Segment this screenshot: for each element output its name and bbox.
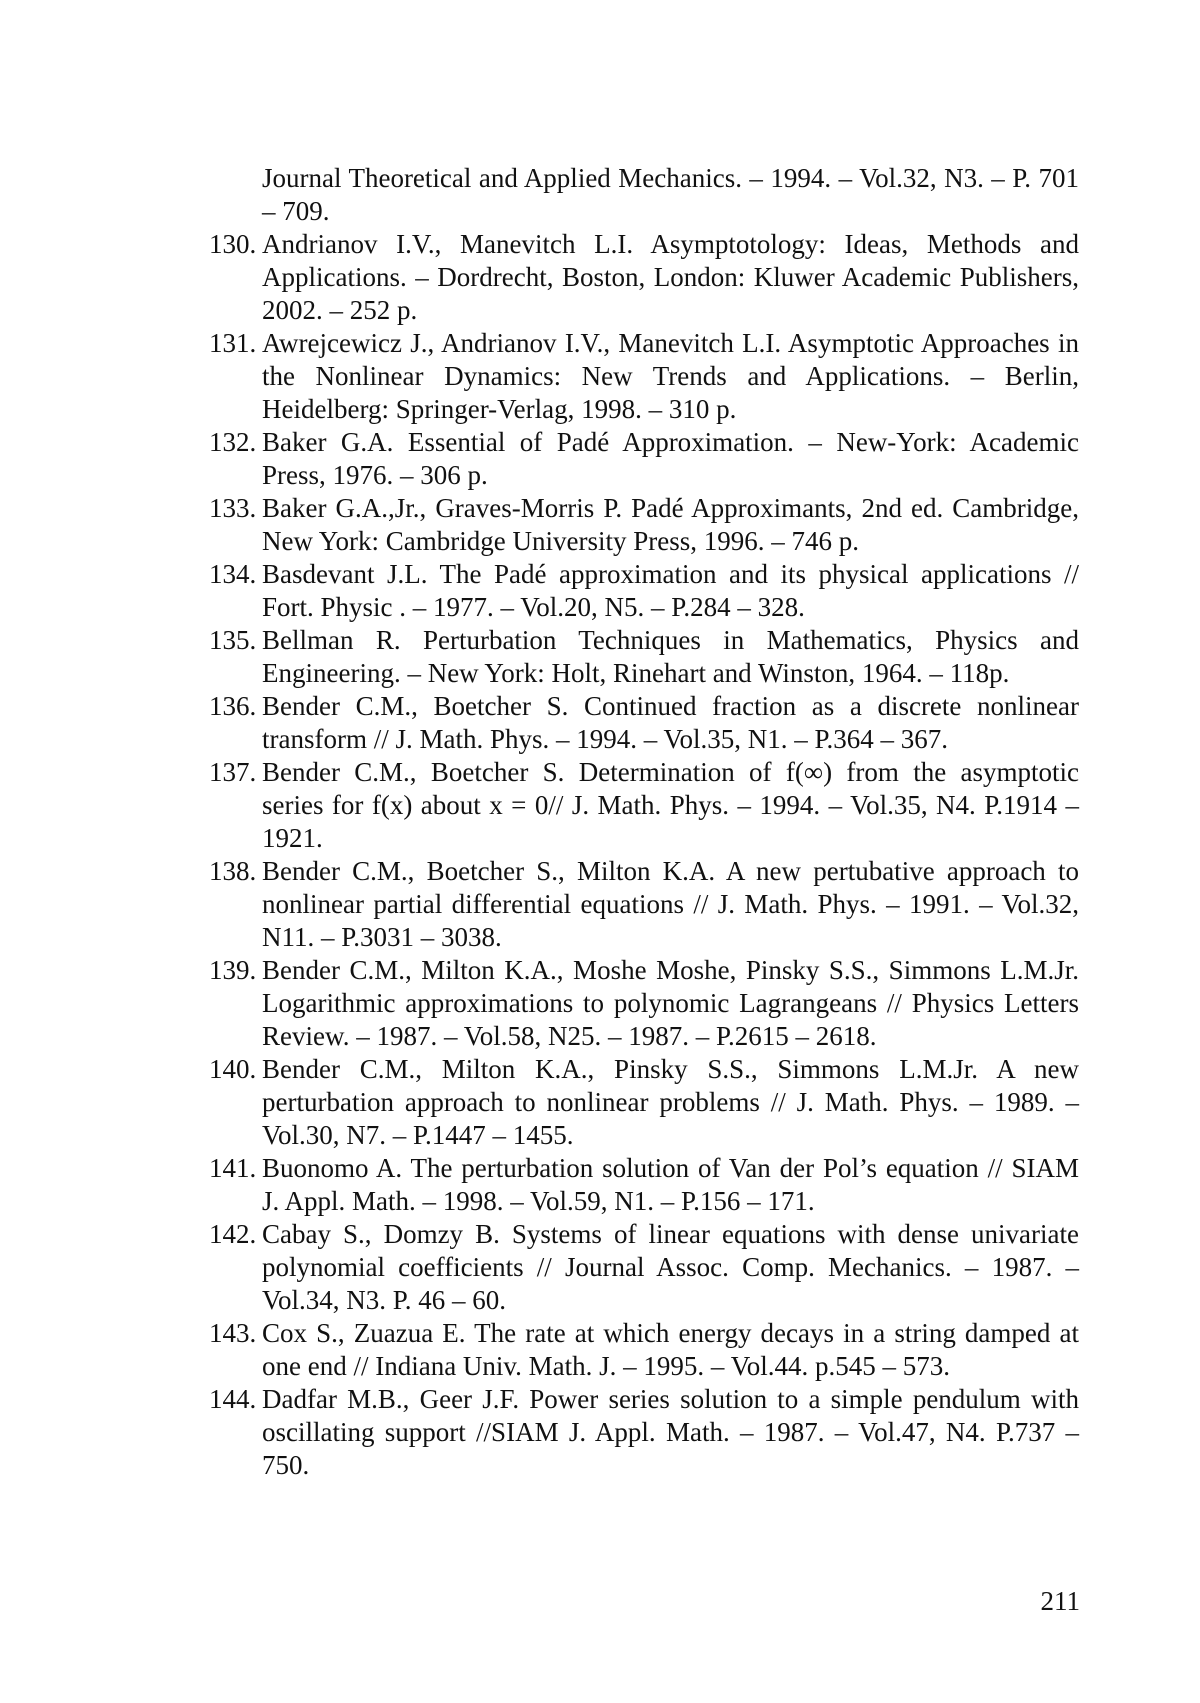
reference-text: Baker G.A.,Jr., Graves-Morris P. Padé Approximants, 2nd ed. Cambridge, New York: Cambridge University Press, 1996. – 746 p.: [262, 493, 1079, 556]
reference-number: 136.: [209, 691, 257, 721]
reference-number: 132.: [209, 427, 257, 457]
reference-item: [209, 1053, 1079, 1152]
reference-number: 141.: [209, 1153, 257, 1183]
reference-list: [209, 162, 1079, 1482]
reference-number: 138.: [209, 856, 257, 886]
reference-text: Bender C.M., Boetcher S. Determination of f(∞) from the asymptotic series for f(x) about x = 0// J. Math. Phys. – 1994. – Vol.35, N4. P.1914 – 1921.: [262, 757, 1079, 853]
reference-text: Buonomo A. The perturbation solution of Van der Pol’s equation // SIAM J. Appl. Math. – 1998. – Vol.59, N1. – P.156 – 171.: [262, 1153, 1079, 1216]
reference-number: 131.: [209, 328, 257, 358]
reference-item: [209, 624, 1079, 690]
reference-item: [209, 426, 1079, 492]
reference-item: [209, 954, 1079, 1053]
reference-number: 142.: [209, 1219, 257, 1249]
reference-text: Dadfar M.B., Geer J.F. Power series solution to a simple pendulum with oscillating support //SIAM J. Appl. Math. – 1987. – Vol.47, N4. P.737 – 750.: [262, 1384, 1079, 1480]
reference-text: Bellman R. Perturbation Techniques in Mathematics, Physics and Engineering. – New York: Holt, Rinehart and Winston, 1964. – 118p.: [262, 625, 1079, 688]
reference-continuation: Journal Theoretical and Applied Mechanics. – 1994. – Vol.32, N3. – P. 701 – 709.: [262, 163, 1079, 226]
reference-number: 137.: [209, 757, 257, 787]
reference-item: [209, 1218, 1079, 1317]
reference-item: [209, 558, 1079, 624]
reference-number: 144.: [209, 1384, 257, 1414]
reference-item: [209, 327, 1079, 426]
reference-number: 143.: [209, 1318, 257, 1348]
reference-item: [209, 1383, 1079, 1482]
reference-text: Awrejcewicz J., Andrianov I.V., Manevitch L.I. Asymptotic Approaches in the Nonlinear Dynamics: New Trends and Applications. – Berlin, Heidelberg: Springer-Verlag, 1998. – 310 p.: [262, 328, 1079, 424]
reference-item: [209, 1152, 1079, 1218]
reference-item: [209, 855, 1079, 954]
reference-text: Bender C.M., Boetcher S., Milton K.A. A new pertubative approach to nonlinear partial differential equations // J. Math. Phys. – 1991. – Vol.32, N11. – P.3031 – 3038.: [262, 856, 1079, 952]
reference-item: [209, 1317, 1079, 1383]
reference-item: [209, 690, 1079, 756]
reference-number: 140.: [209, 1054, 257, 1084]
reference-text: Cox S., Zuazua E. The rate at which energy decays in a string damped at one end // Indiana Univ. Math. J. – 1995. – Vol.44. p.545 – 573.: [262, 1318, 1079, 1381]
reference-text: Andrianov I.V., Manevitch L.I. Asymptotology: Ideas, Methods and Applications. – Dordrecht, Boston, London: Kluwer Academic Publishers, 2002. – 252 p.: [262, 229, 1079, 325]
reference-number: 134.: [209, 559, 257, 589]
reference-number: 135.: [209, 625, 257, 655]
reference-text: Cabay S., Domzy B. Systems of linear equations with dense univariate polynomial coefficients // Journal Assoc. Comp. Mechanics. – 1987. – Vol.34, N3. P. 46 – 60.: [262, 1219, 1079, 1315]
reference-number: 133.: [209, 493, 257, 523]
reference-item: [209, 492, 1079, 558]
reference-text: Basdevant J.L. The Padé approximation and its physical applications // Fort. Physic . – 1977. – Vol.20, N5. – P.284 – 328.: [262, 559, 1079, 622]
reference-text: Bender C.M., Milton K.A., Moshe Moshe, Pinsky S.S., Simmons L.M.Jr. Logarithmic approximations to polynomic Lagrangeans // Physics Letters Review. – 1987. – Vol.58, N25. – 1987. – P.2615 – 2618.: [262, 955, 1079, 1051]
reference-item: [209, 756, 1079, 855]
reference-text: Baker G.A. Essential of Padé Approximation. – New-York: Academic Press, 1976. – 306 p.: [262, 427, 1079, 490]
page-number: 211: [1040, 1586, 1080, 1616]
reference-text: Bender C.M., Milton K.A., Pinsky S.S., Simmons L.M.Jr. A new perturbation approach to nonlinear problems // J. Math. Phys. – 1989. – Vol.30, N7. – P.1447 – 1455.: [262, 1054, 1079, 1150]
reference-item: [209, 228, 1079, 327]
reference-number: 139.: [209, 955, 257, 985]
reference-text: Bender C.M., Boetcher S. Continued fraction as a discrete nonlinear transform // J. Math. Phys. – 1994. – Vol.35, N1. – P.364 – 367.: [262, 691, 1079, 754]
reference-number: 130.: [209, 229, 257, 259]
